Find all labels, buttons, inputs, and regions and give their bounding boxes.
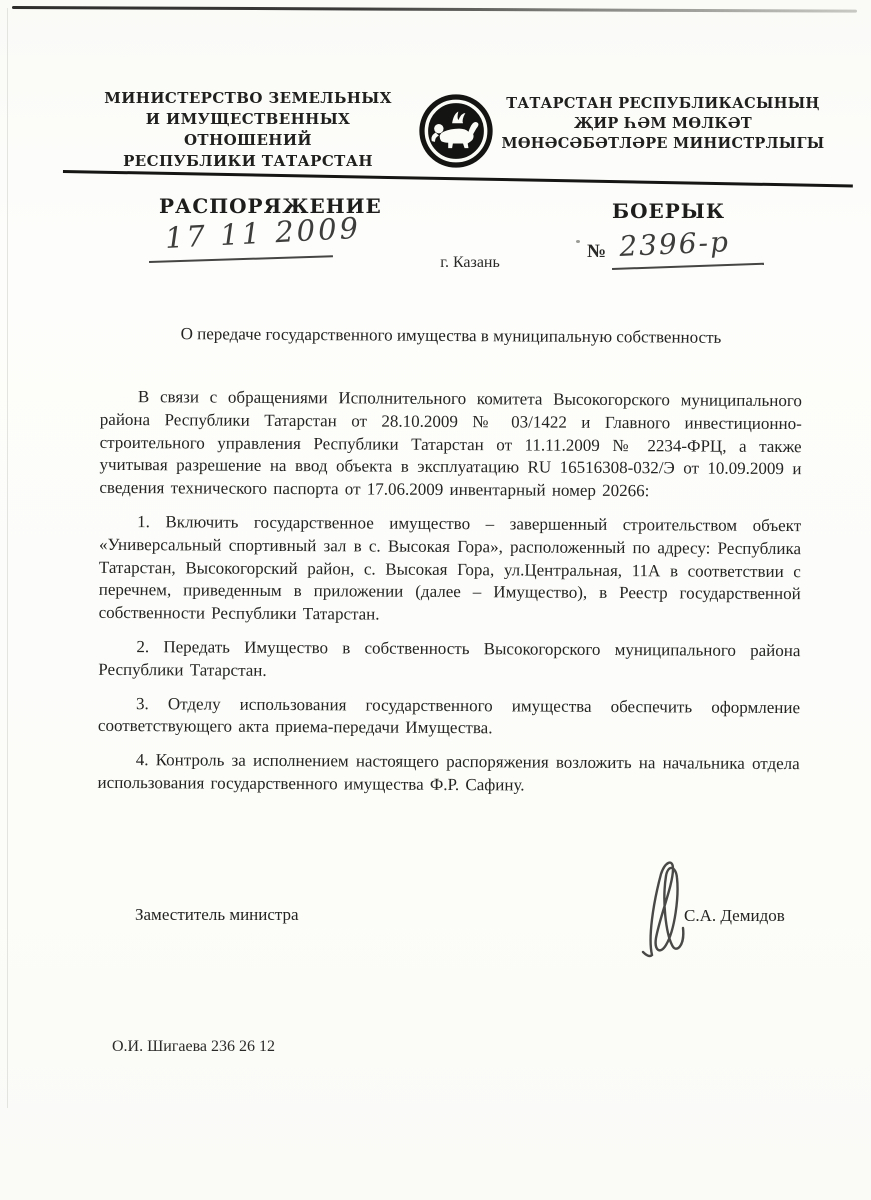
scan-edge-artifact: [12, 6, 857, 13]
body-paragraph-item-3: 3. Отделу использования государственного имущества обеспечить оформление соответствующего акта приема-передачи Имущества.: [97, 693, 801, 738]
place-city: г. Казань: [440, 254, 500, 271]
signer-name: С.А. Демидов: [684, 906, 785, 925]
number-sign: №: [587, 241, 607, 262]
signer-position-title: Заместитель министра: [135, 905, 299, 924]
ministry-ru-line: МИНИСТЕРСТВО ЗЕМЕЛЬНЫХ: [104, 89, 392, 107]
number-underline: [612, 263, 764, 270]
scan-speck: [576, 240, 580, 243]
body-paragraph-preamble: В связи с обращениями Исполнительного комитета Высокогорского муниципального района Республики Татарстан от 28.10.2009 № 03/1422 и Главного инвестиционно-строительного управления Республики Татарстан от 11.11.2009 № 2234-ФРЦ, а также учитывая разрешение на ввод объекта в эксплуатацию RU 16516308-032/Э от 10.09.2009 и сведения технического паспорта от 17.06.2009 инвентарный номер 20266:: [99, 387, 802, 501]
executor-contact: О.И. Шигаева 236 26 12: [112, 1038, 276, 1055]
ministry-tt-line: ҖИР ҺӘМ МӨЛКӘТ: [574, 115, 752, 132]
ministry-name-tatar: [482, 94, 844, 154]
ministry-tt-line: МӨНӘСӘБӘТЛӘРЕ МИНИСТРЛЫГЫ: [501, 135, 825, 152]
doc-type-russian: РАСПОРЯЖЕНИЕ: [159, 194, 382, 218]
body-paragraph-item-4: 4. Контроль за исполнением настоящего распоряжения возложить на начальника отдела использования государственного имущества Ф.Р. Сафину.: [97, 750, 800, 795]
ministry-ru-line: И ИМУЩЕСТВЕННЫХ ОТНОШЕНИЙ: [145, 110, 351, 149]
header-divider-rule: [63, 170, 853, 187]
doc-type-tatar: БОЕРЫК: [612, 199, 726, 223]
document-title: О передаче государственного имущества в муниципальную собственность: [180, 324, 722, 347]
date-underline: [149, 255, 333, 263]
document-body: [97, 386, 802, 810]
ministry-ru-line: РЕСПУБЛИКИ ТАТАРСТАН: [123, 152, 373, 170]
body-paragraph-item-1: 1. Включить государственное имущество – завершенный строительством объект «Универсальный спортивный зал в с. Высокая Гора», расположенный по адресу: Республика Татарстан, Высокогорский район, с. Высокая Гора, ул.Центральная, 11А в соответствии с перечнем, приведенным в приложении (далее – Имущество), в Реестр государственной собственности Республики Татарстан.: [98, 512, 802, 624]
ministry-name-russian: [92, 88, 404, 172]
handwritten-document-number: 2396-р: [618, 225, 731, 263]
ministry-tt-line: ТАТАРСТАН РЕСПУБЛИКАСЫНЫҢ: [506, 95, 820, 112]
handwritten-date: 17 11 2009: [164, 210, 362, 255]
scan-edge-artifact-left: [7, 8, 8, 1108]
body-paragraph-item-2: 2. Передать Имущество в собственность Высокогорского муниципального района Республики Татарстан.: [98, 637, 801, 680]
